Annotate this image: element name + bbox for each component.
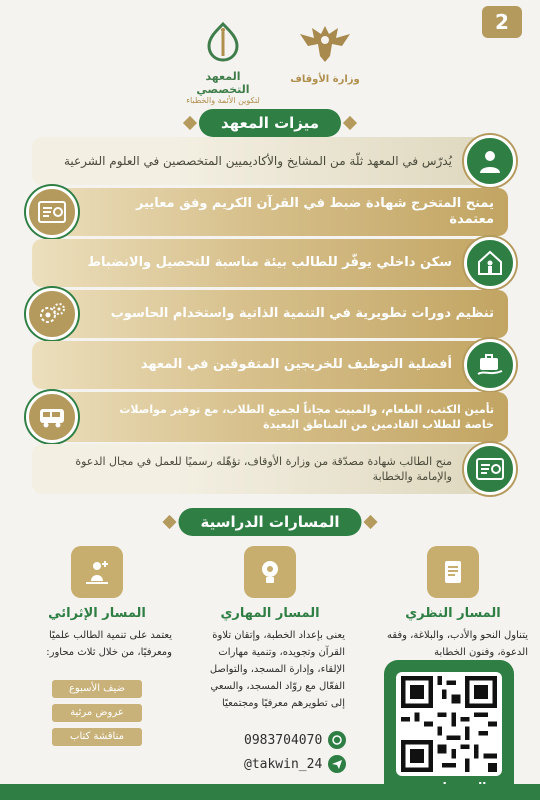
track-name: المسار الإثرائي [48, 606, 146, 621]
qr-code-pattern [400, 676, 498, 772]
feature-row [32, 392, 508, 442]
track-description: يعتمد على تنمية الطالب علميًا ومعرفيًا، من خلال ثلاث محاور: [46, 630, 172, 658]
eagle-emblem-icon [296, 22, 354, 64]
certificate-icon [464, 443, 516, 495]
feature-row [32, 341, 508, 389]
certificate-icon [26, 186, 78, 238]
briefcase-icon [464, 339, 516, 391]
enrich-item: عروض مرئية [52, 704, 142, 722]
telegram-icon [328, 755, 346, 773]
document-icon [427, 546, 479, 598]
register-card[interactable] [384, 660, 514, 798]
institute-tagline: لتكوين الأئمة والخطباء [186, 96, 260, 105]
lightbulb-gear-icon [244, 546, 296, 598]
feature-text: يُدرّس في المعهد ثلّة من المشايخ والأكاديميين المتخصصين في العلوم الشرعية [63, 154, 452, 168]
features-title: ميزات المعهد [199, 109, 341, 137]
feature-text: تنظيم دورات تطويرية في التنمية الذاتية واستخدام الحاسوب [110, 306, 494, 321]
growth-person-icon [71, 546, 123, 598]
footer-bar [0, 784, 540, 800]
feature-text: تأمين الكتب، الطعام، والمبيت مجاناً لجميع الطلاب، مع توفير مواصلات خاصة للطلاب القادمين من المناطق البعيدة [119, 403, 494, 431]
ministry-name: وزارة الأوقاف [290, 74, 360, 85]
whatsapp-icon [328, 731, 346, 749]
track-name: المسار النظري [405, 606, 501, 621]
feature-row [32, 137, 508, 185]
feature-row [32, 188, 508, 236]
page-number-badge: 2 [482, 6, 522, 38]
track-description: يعنى بإعداد الخطبة، وإتقان تلاوة القرآن وتجويده، وتنمية مهارات الإلقاء، وإدارة المسجد، والتواصل الفعّال مع روّاد المسجد، والسعي إلى تطويرهم معرفيًا ومجتمعيًا [209, 630, 345, 709]
track-enrich [22, 546, 172, 661]
feature-text: منح الطالب شهادة مصدّقة من وزارة الأوقاف، تؤهّله رسميًا للعمل في مجال الدعوة والإمامة والخطابة [75, 455, 452, 483]
tracks-title: المسارات الدراسية [179, 508, 362, 536]
feature-row [32, 444, 508, 494]
phone-number[interactable]: 0983704070 [244, 732, 323, 748]
bus-icon [26, 391, 78, 443]
feature-row [32, 290, 508, 338]
gears-icon [26, 288, 78, 340]
house-icon [464, 237, 516, 289]
telegram-handle[interactable]: @takwin_24 [244, 756, 323, 772]
telegram-contact[interactable] [244, 755, 346, 773]
feature-text: سكن داخلي يوفّر للطالب بيئة مناسبة للتحصيل والانضباط [87, 255, 452, 270]
institute-name: المعهد التخصصي [196, 70, 250, 96]
institute-logo [178, 22, 268, 106]
teacher-icon [464, 135, 516, 187]
track-skill [195, 546, 345, 712]
track-theory [378, 546, 528, 661]
track-name: المسار المهاري [220, 606, 320, 621]
feature-row [32, 239, 508, 287]
qr-code[interactable] [396, 672, 502, 776]
enrich-item: ضيف الأسبوع [52, 680, 142, 698]
feature-text: أفضلية التوظيف للخريجين المتفوقين في المعهد [140, 357, 452, 372]
ministry-logo [290, 22, 360, 85]
enrich-item: مناقشة كتاب [52, 728, 142, 746]
feature-text: يمنح المتخرج شهادة ضبط في القرآن الكريم وفق معايير معتمدة [136, 196, 494, 227]
track-description: يتناول النحو والأدب، والبلاغة، وفقه الدعوة، وفنون الخطابة [386, 630, 528, 658]
phone-contact[interactable] [244, 731, 346, 749]
mosque-dome-icon [201, 22, 245, 62]
